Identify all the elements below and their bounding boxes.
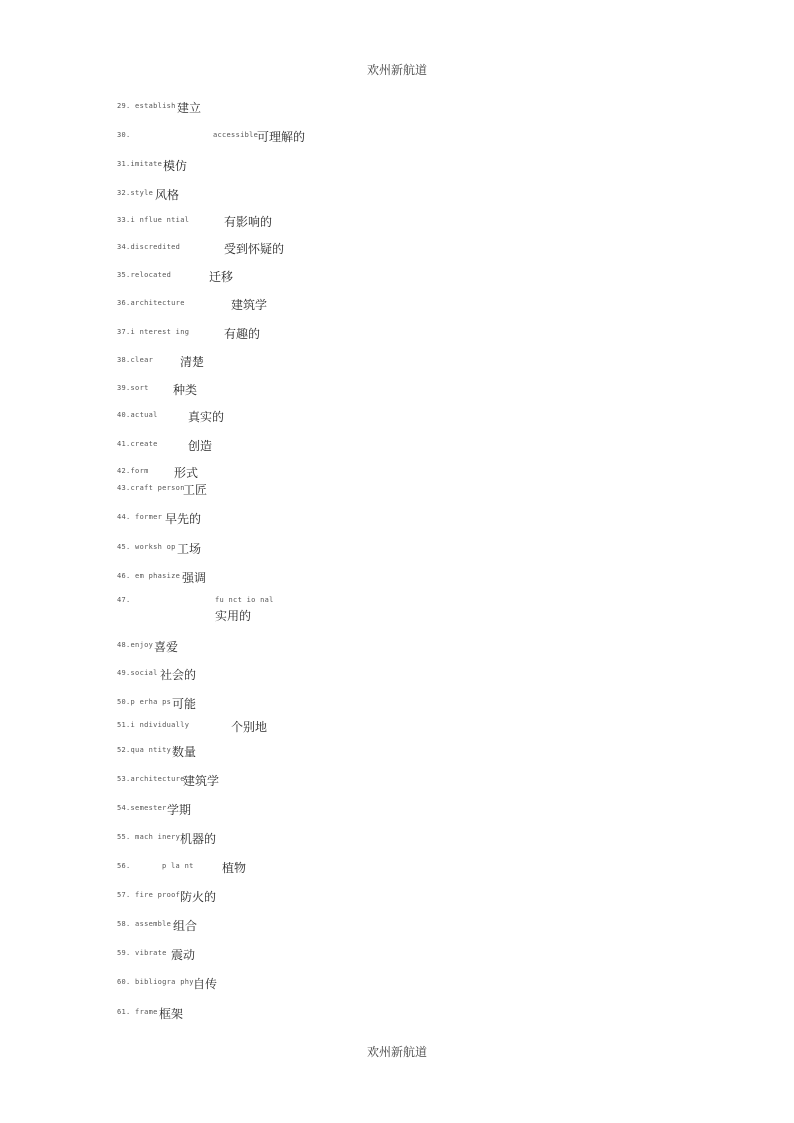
entry-chinese: 风格	[155, 188, 180, 202]
entry-english: 60. bibliogra phy	[117, 978, 194, 986]
entry-english: 53.architecture	[117, 775, 185, 783]
entry-chinese: 社会的	[160, 668, 197, 682]
entry-english: 35.relocated	[117, 271, 172, 279]
entry-english: 48.enjoy	[117, 641, 154, 649]
entry-english-detached: p la nt	[162, 862, 194, 870]
entry-chinese: 清楚	[180, 355, 205, 369]
entry-english: 31.imitate	[117, 160, 163, 168]
entry-chinese: 受到怀疑的	[224, 242, 285, 256]
entry-english: 38.clear	[117, 356, 154, 364]
entry-english: 43.craft person	[117, 484, 185, 492]
entry-english: 50.p erha ps	[117, 698, 172, 706]
entry-english: 55. mach inery	[117, 833, 181, 841]
entry-english: 37.i nterest ing	[117, 328, 190, 336]
entry-chinese: 建筑学	[183, 774, 220, 788]
entry-english: 47.	[117, 596, 131, 604]
entry-chinese: 防火的	[180, 890, 217, 904]
entry-english: 56.	[117, 862, 131, 870]
entry-chinese: 可能	[172, 697, 197, 711]
entry-english: 29. establish	[117, 102, 176, 110]
entry-chinese: 机器的	[180, 832, 217, 846]
entry-english-detached: accessible	[213, 131, 259, 139]
entry-chinese: 强调	[182, 571, 207, 585]
entry-chinese: 早先的	[165, 512, 202, 526]
entry-english: 52.qua ntity	[117, 746, 172, 754]
entry-chinese: 工场	[177, 542, 202, 556]
entry-english: 59. vibrate	[117, 949, 167, 957]
entry-chinese: 迁移	[209, 270, 234, 284]
page-header: 欢州新航道	[366, 63, 427, 77]
entry-chinese: 数量	[172, 745, 197, 759]
entry-chinese: 喜爱	[154, 640, 179, 654]
entry-english: 61. frame	[117, 1008, 158, 1016]
entry-chinese: 有影响的	[224, 215, 273, 229]
entry-english: 36.architecture	[117, 299, 185, 307]
entry-english: 57. fire proof	[117, 891, 181, 899]
entry-english: 54.semester	[117, 804, 167, 812]
entry-english: 30.	[117, 131, 131, 139]
entry-chinese: 组合	[173, 919, 198, 933]
page-footer: 欢州新航道	[366, 1045, 427, 1059]
entry-chinese: 框架	[159, 1007, 184, 1021]
entry-chinese: 建立	[177, 101, 202, 115]
entry-chinese: 种类	[173, 383, 198, 397]
entry-english: 42.form	[117, 467, 149, 475]
entry-chinese: 工匠	[183, 483, 208, 497]
entry-chinese: 形式	[174, 466, 199, 480]
entry-english: 39.sort	[117, 384, 149, 392]
entry-english: 44. former	[117, 513, 163, 521]
entry-chinese: 学期	[167, 803, 192, 817]
entry-chinese: 有趣的	[224, 327, 261, 341]
entry-chinese: 个别地	[231, 720, 268, 734]
entry-chinese: 震动	[171, 948, 196, 962]
entry-english: 51.i ndividually	[117, 721, 190, 729]
entry-english-detached: fu nct io nal	[215, 596, 274, 604]
entry-chinese: 真实的	[188, 410, 225, 424]
entry-english: 32.style	[117, 189, 154, 197]
entry-english: 34.discredited	[117, 243, 181, 251]
entry-english: 46. em phasize	[117, 572, 181, 580]
entry-chinese: 可理解的	[257, 130, 306, 144]
entry-english: 40.actual	[117, 411, 158, 419]
entry-chinese: 创造	[188, 439, 213, 453]
entry-chinese: 自传	[193, 977, 218, 991]
entry-english: 33.i nflue ntial	[117, 216, 190, 224]
entry-chinese: 模仿	[163, 159, 188, 173]
entry-chinese: 实用的	[215, 609, 252, 623]
entry-english: 45. worksh op	[117, 543, 176, 551]
entry-english: 58. assemble	[117, 920, 172, 928]
entry-english: 41.create	[117, 440, 158, 448]
entry-chinese: 植物	[222, 861, 247, 875]
entry-english: 49.social	[117, 669, 158, 677]
entry-chinese: 建筑学	[231, 298, 268, 312]
